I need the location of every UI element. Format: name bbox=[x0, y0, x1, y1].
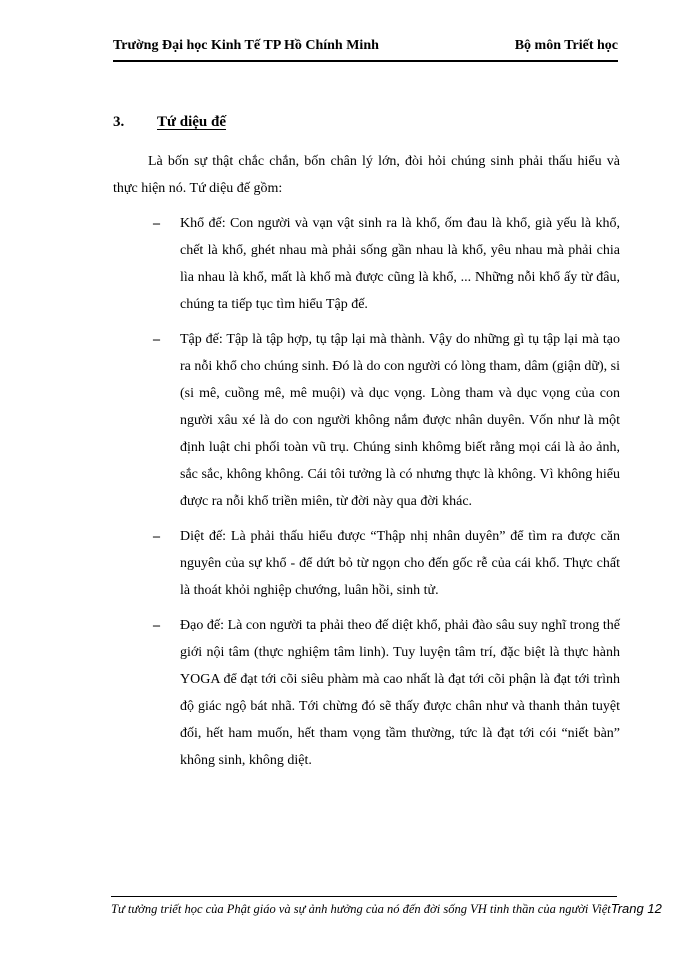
bullet-item-diet-de bbox=[113, 523, 620, 604]
section-title: Tứ diệu đế bbox=[157, 114, 227, 130]
footer-page-number: Trang 12 bbox=[610, 901, 662, 916]
bullet-text-diet-de: Diệt đế: Là phải thấu hiểu được “Thập nhị nhân duyên” để tìm ra được căn nguyên của sự khổ - để dứt bỏ từ ngọn cho đến gốc rễ của cái khổ. Thực chất là thoát khỏi nghiệp chướng, luân hồi, sinh tử. bbox=[180, 529, 620, 598]
document-body bbox=[113, 114, 620, 774]
dash-bullet-marker: – bbox=[153, 332, 160, 347]
header-department-name: Bộ môn Triết học bbox=[514, 38, 618, 53]
header-school-name: Trường Đại học Kinh Tế TP Hồ Chính Minh bbox=[113, 38, 379, 53]
section-heading bbox=[113, 114, 620, 131]
dash-bullet-marker: – bbox=[153, 618, 160, 633]
dash-bullet-marker: – bbox=[153, 529, 160, 544]
dash-bullet-marker: – bbox=[153, 216, 160, 231]
bullet-text-tap-de: Tập đế: Tập là tập hợp, tụ tập lại mà thành. Vậy do những gì tụ tập lại mà tạo ra nỗi khổ cho chúng sinh. Đó là do con người có lòng tham, dâm (giận dữ), si (si mê, cuồng mê, mê muội) và dục vọng. Lòng tham và dục vọng của con người xâu xé là do con người không nắm được nhân duyên. Vốn như là một định luật chi phối toàn vũ trụ. Chúng sinh khômg biết rằng mọi cái là ảo ảnh, sắc sắc, không không. Cái tôi tưởng là có nhưng thực là không. Vì không hiểu được ra nỗi khổ triền miên, từ đời này qua đời khác. bbox=[180, 332, 620, 509]
intro-paragraph: Là bốn sự thật chắc chắn, bốn chân lý lớn, đòi hỏi chúng sinh phải thấu hiểu và thực hiện nó. Tứ diệu đế gồm: bbox=[113, 154, 620, 196]
footer-document-title: Tư tưởng triết học của Phật giáo và sự ảnh hưởng của nó đến đời sống VH tinh thần của người Việt bbox=[111, 902, 611, 916]
bullet-item-dao-de bbox=[113, 612, 620, 774]
bullet-text-kho-de: Khổ đế: Con người và vạn vật sinh ra là khổ, ốm đau là khổ, già yếu là khổ, chết là khổ, ghét nhau mà phải sống gần nhau là khổ, yêu nhau mà phải chia lìa nhau là khổ, mất là khổ mà được cũng là khổ, ... Những nỗi khổ ấy từ đâu, chúng ta tiếp tục tìm hiểu Tập đế. bbox=[180, 216, 620, 312]
section-number: 3. bbox=[113, 114, 125, 130]
bullet-text-dao-de: Đạo đế: Là con người ta phải theo đế diệt khổ, phải đào sâu suy nghĩ trong thế giới nội tâm (thực nghiệm tâm linh). Tuy luyện tâm trí, đặc biệt là thực hành YOGA để đạt tới cõi siêu phàm mà cao nhất là đạt tới cõi phận là đạt tới trình độ giác ngộ bát nhã. Tới chừng đó sẽ thấy được chân như và thanh thản tuyệt đối, hết ham muốn, hết tham vọng tầm thường, tức là đạt tới cói “niết bàn” không sinh, không diệt. bbox=[180, 618, 620, 768]
bullet-item-tap-de bbox=[113, 326, 620, 515]
page-footer bbox=[111, 896, 662, 917]
bullet-item-kho-de bbox=[113, 210, 620, 318]
page-header bbox=[113, 38, 618, 62]
